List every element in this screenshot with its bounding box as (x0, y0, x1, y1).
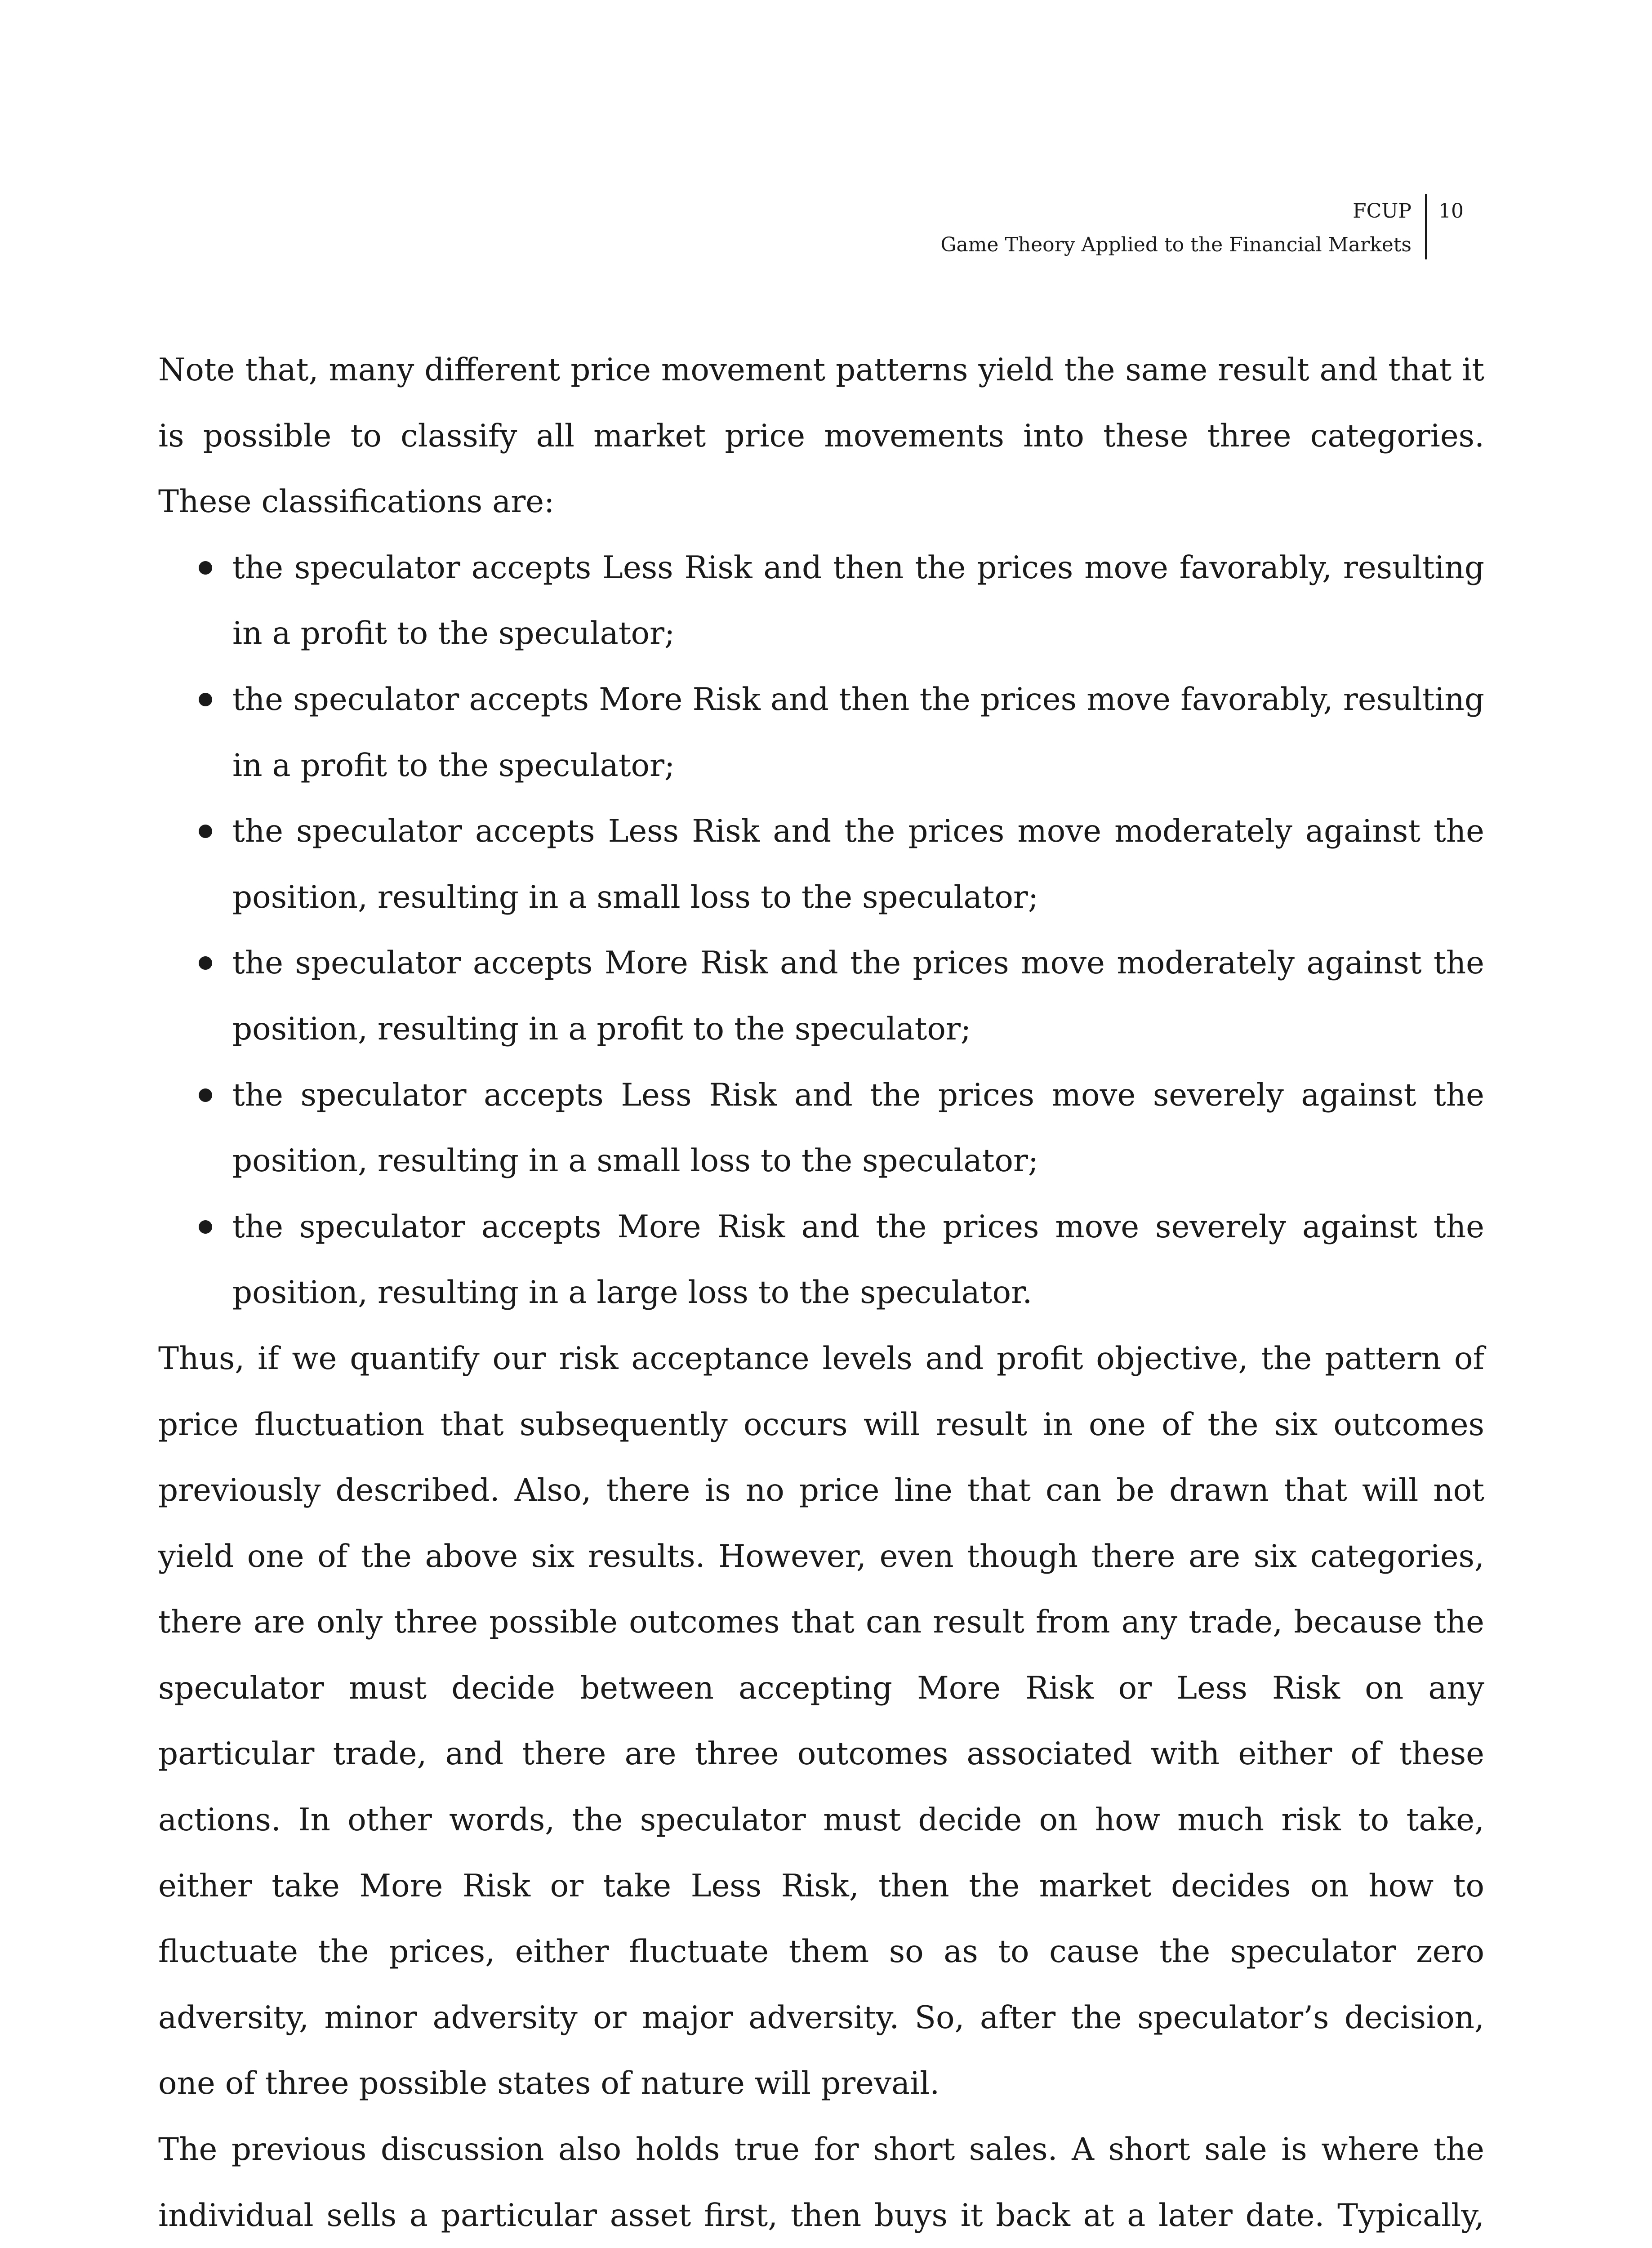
running-header (692, 194, 1412, 262)
list-item (232, 798, 1484, 930)
header-title: Game Theory Applied to the Financial Markets (940, 233, 1412, 256)
list-item (232, 535, 1484, 667)
list-item-text: the speculator accepts Less Risk and then the prices move favorably, resulting in a profit to the speculator; (232, 549, 1484, 652)
header-institution: FCUP (1353, 200, 1412, 223)
list-item (232, 930, 1484, 1062)
bullet-icon (199, 693, 212, 706)
page-number: 10 (1438, 200, 1464, 223)
list-item-text: the speculator accepts Less Risk and the prices move severely against the position, resulting in a small loss to the speculator; (232, 1077, 1484, 1179)
list-item-text: the speculator accepts Less Risk and the prices move moderately against the position, resulting in a small loss to the speculator; (232, 813, 1484, 915)
list-item-text: the speculator accepts More Risk and the prices move severely against the position, resulting in a large loss to the speculator. (232, 1209, 1484, 1311)
list-item (232, 1062, 1484, 1194)
list-item-text: the speculator accepts More Risk and the prices move moderately against the position, resulting in a profit to the speculator; (232, 945, 1484, 1047)
outcomes-paragraph: Thus, if we quantify our risk acceptance levels and profit objective, the pattern of price fluctuation that subsequently occurs will result in one of the six outcomes previously described. Also, there is no price line that can be drawn that will not yield one of the above six results. However, even though there are six categories, there are only three possible outcomes that can result from any trade, because the speculator must decide between accepting More Risk or Less Risk on any particular trade, and there are three outcomes associated with either of these actions. In other words, the speculator must decide on how much risk to take, either take More Risk or take Less Risk, then the market decides on how to fluctuate the prices, either fluctuate them so as to cause the speculator zero adversity, minor adversity or major adversity. So, after the speculator’s decision, one of three possible states of nature will prevail. (158, 1340, 1484, 2102)
body-text (158, 337, 1484, 2248)
bullet-icon (199, 1088, 212, 1102)
list-item (232, 667, 1484, 798)
short-sales-paragraph: The previous discussion also holds true for short sales. A short sale is where the individual sells a particular asset first, then buys it back at a later date. Typically, (158, 2132, 1484, 2234)
bullet-icon (199, 956, 212, 970)
classification-list (158, 535, 1484, 1326)
list-item (232, 1194, 1484, 1326)
bullet-icon (199, 561, 212, 575)
bullet-icon (199, 825, 212, 838)
list-item-text: the speculator accepts More Risk and then the prices move favorably, resulting in a profit to the speculator; (232, 681, 1484, 784)
header-divider (1425, 194, 1427, 259)
intro-paragraph: Note that, many different price movement patterns yield the same result and that it is possible to classify all market price movements into these three categories. These classifications are: (158, 352, 1484, 520)
bullet-icon (199, 1220, 212, 1234)
